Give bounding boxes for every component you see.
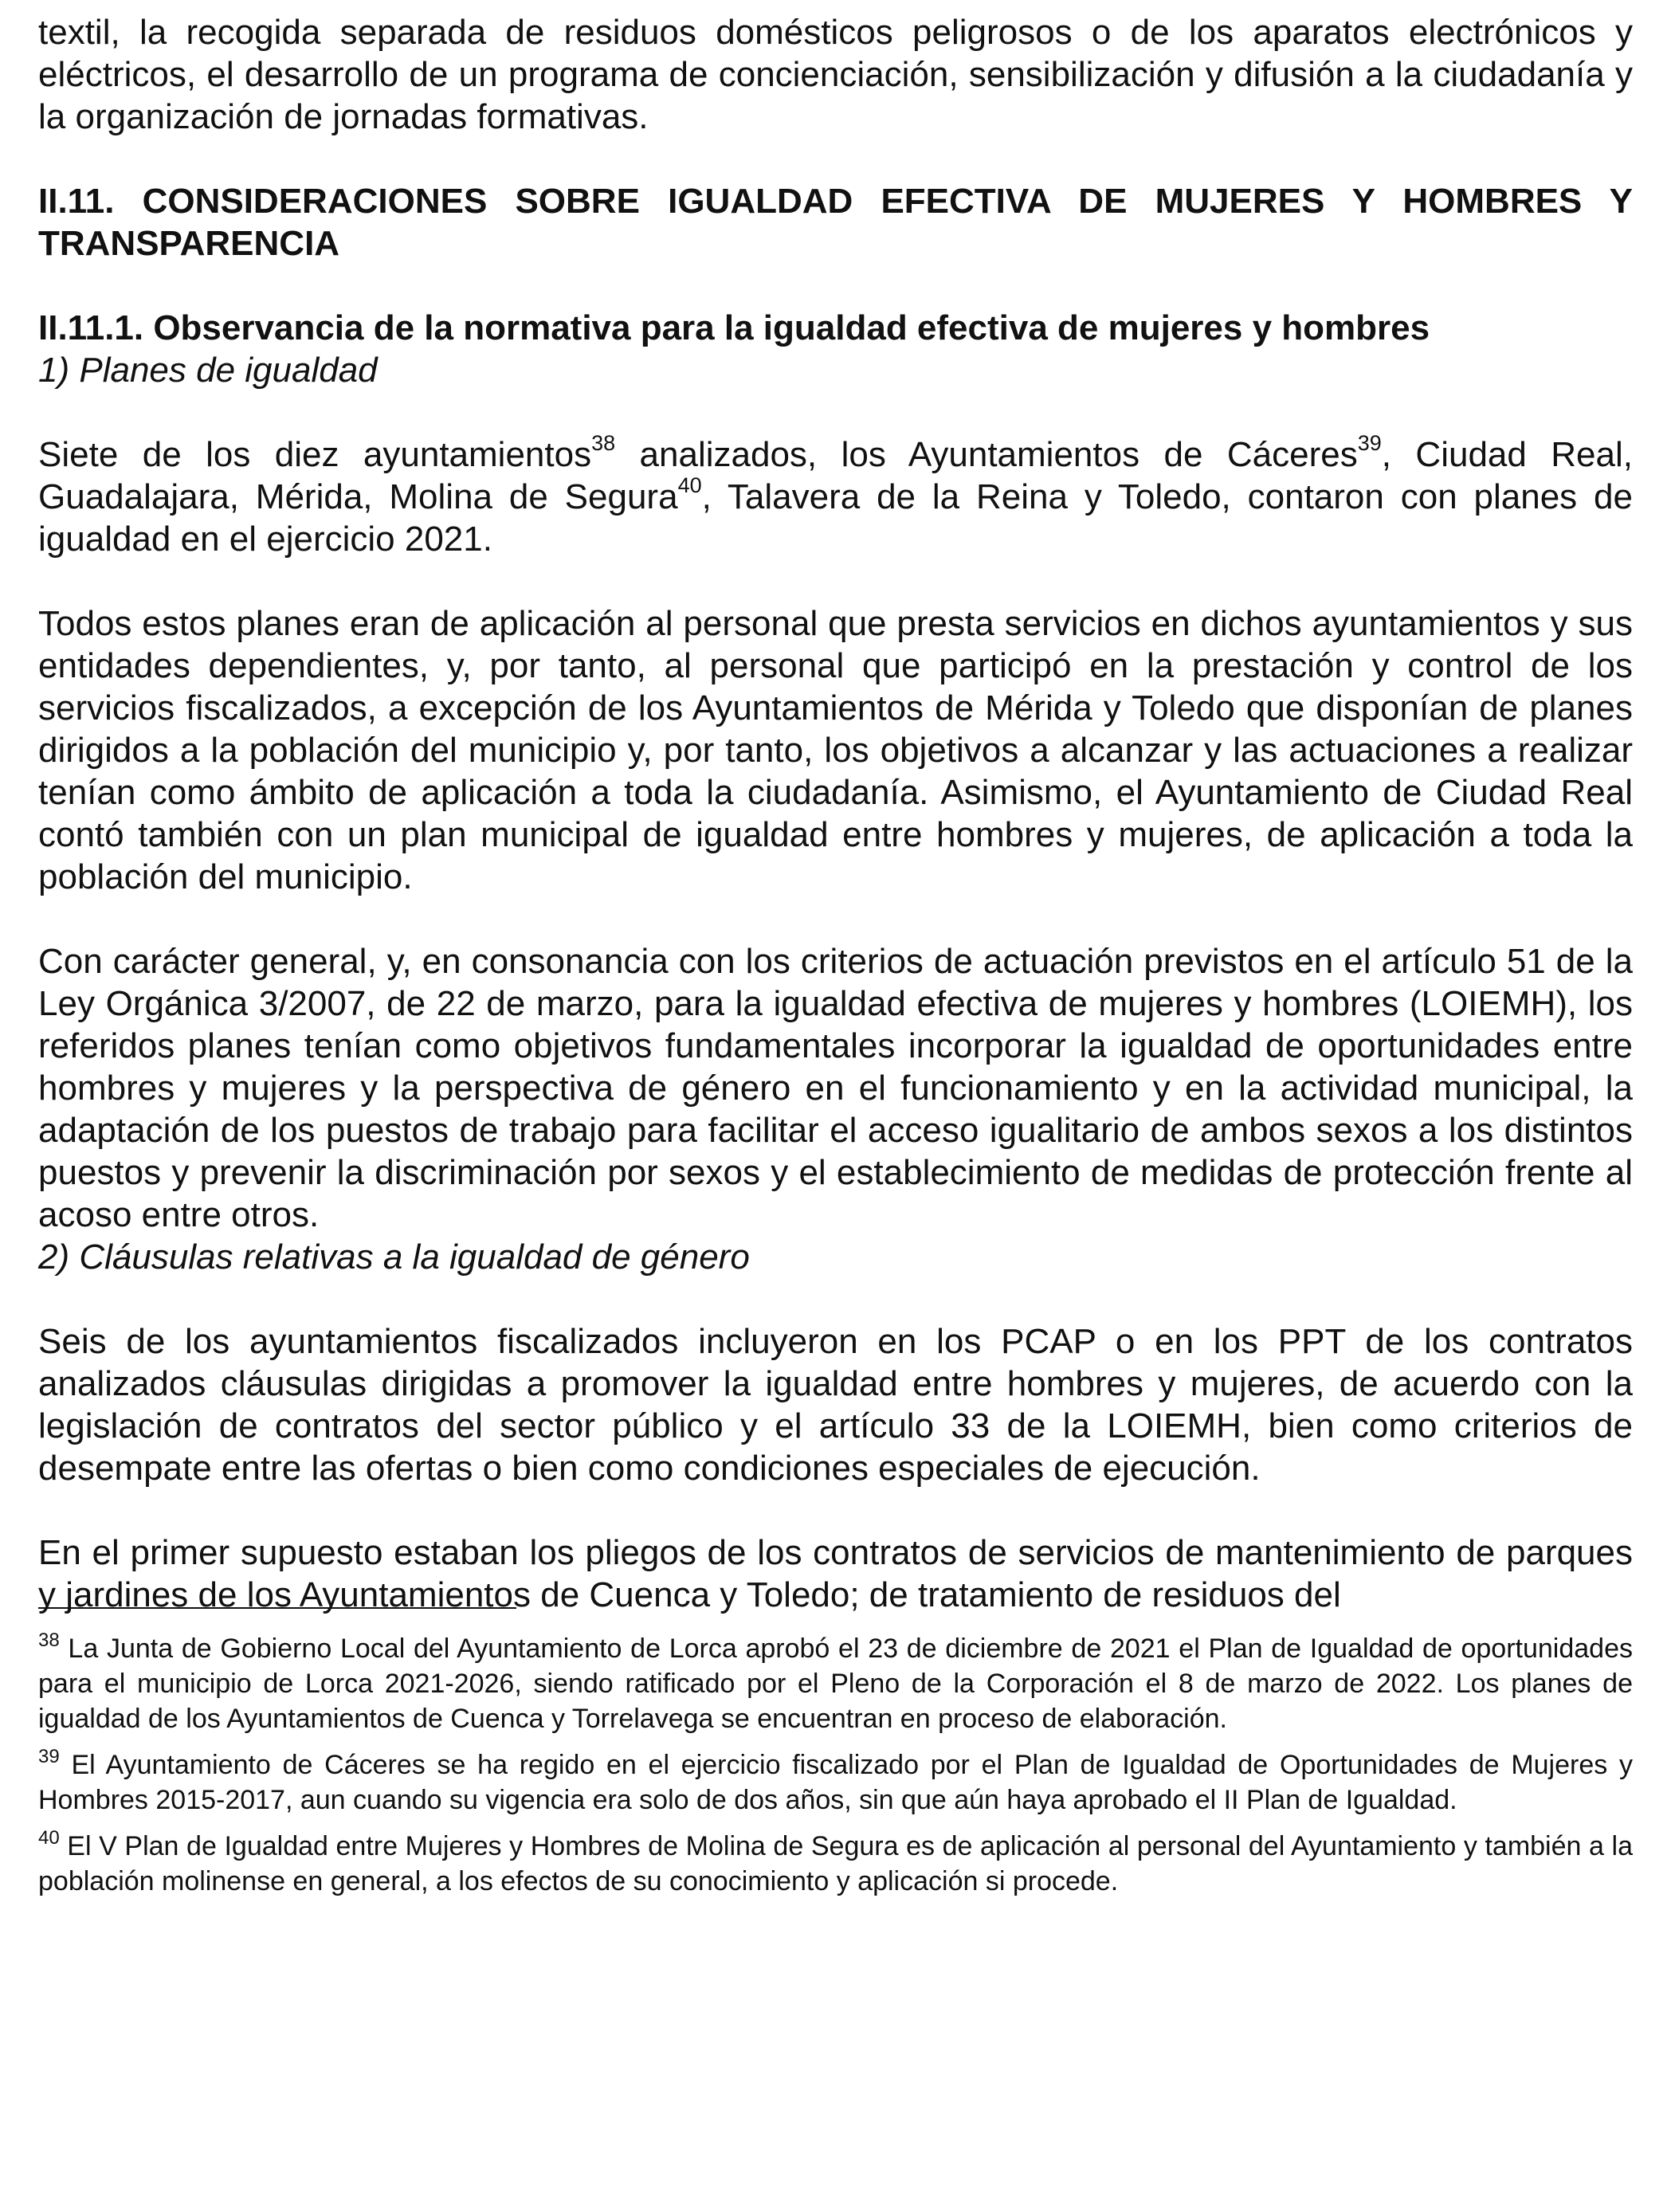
document-body <box>38 11 1633 1616</box>
paragraph-planes-1 <box>38 433 1633 560</box>
footnote-number: 38 <box>38 1629 60 1651</box>
footnote-number: 39 <box>38 1745 60 1767</box>
paragraph-text: , Talavera de la Reina y Toledo, contaron con planes de igualdad en el ejercicio 2021. <box>38 477 1633 559</box>
footnote-number: 40 <box>38 1826 60 1849</box>
paragraph-text: analizados, los Ayuntamientos de Cáceres <box>615 435 1358 474</box>
footnote-separator <box>38 1607 516 1609</box>
footnote-text: El Ayuntamiento de Cáceres se ha regido en el ejercicio fiscalizado por el Plan de Igualdad de Oportunidades de Mujeres y Hombres 2015-2017, aun cuando su vigencia era solo de dos años, sin que aún haya aprobado el II Plan de Igualdad. <box>38 1750 1633 1815</box>
subheading-planes-igualdad: 1) Planes de igualdad <box>38 351 378 390</box>
paragraph-text: Siete de los diez ayuntamientos <box>38 435 592 474</box>
footnote-ref-38[interactable]: 38 <box>591 431 616 456</box>
paragraph-planes-3: Con carácter general, y, en consonancia con los criterios de actuación previstos en el artículo 51 de la Ley Orgánica 3/2007, de 22 de marzo, para la igualdad efectiva de mujeres y hombres (LOIEMH), los referidos planes tenían como objetivos fundamentales incorporar la igualdad de oportunidades entre hombres y mujeres y la perspectiva de género en el funcionamiento y en la actividad municipal, la adaptación de los puestos de trabajo para facilitar el acceso igualitario de ambos sexos a los distintos puestos y prevenir la discriminación por sexos y el establecimiento de medidas de protección frente al acoso entre otros. <box>38 942 1633 1234</box>
footnote-ref-39[interactable]: 39 <box>1357 431 1382 456</box>
footnote-38 <box>38 1631 1633 1736</box>
paragraph-planes-2: Todos estos planes eran de aplicación al personal que presta servicios en dichos ayuntamientos y sus entidades dependientes, y, por tanto, al personal que participó en la prestación y control de los servicios fiscalizados, a excepción de los Ayuntamientos de Mérida y Toledo que disponían de planes dirigidos a la población del municipio y, por tanto, los objetivos a alcanzar y las actuaciones a realizar tenían como ámbito de aplicación a toda la ciudadanía. Asimismo, el Ayuntamiento de Ciudad Real contó también con un plan municipal de igualdad entre hombres y mujeres, de aplicación a toda la población del municipio. <box>38 604 1633 896</box>
paragraph-intro: textil, la recogida separada de residuos domésticos peligrosos o de los aparatos electrónicos y eléctricos, el desarrollo de un programa de concienciación, sensibilización y difusión a la ciudadanía y la organización de jornadas formativas. <box>38 13 1633 136</box>
paragraph-text: , Ciudad Real, Guadalajara, Mérida, Molina de Segura <box>38 435 1633 516</box>
subsection-heading: II.11.1. Observancia de la normativa para la igualdad efectiva de mujeres y hombres <box>38 308 1430 347</box>
section-heading: II.11. CONSIDERACIONES SOBRE IGUALDAD EFECTIVA DE MUJERES Y HOMBRES Y TRANSPARENCIA <box>38 182 1633 263</box>
footnotes <box>38 1631 1633 1899</box>
footnote-39 <box>38 1747 1633 1818</box>
subheading-clausulas: 2) Cláusulas relativas a la igualdad de género <box>38 1237 750 1277</box>
footnote-ref-40[interactable]: 40 <box>677 473 702 498</box>
footnote-text: El V Plan de Igualdad entre Mujeres y Hombres de Molina de Segura es de aplicación al personal del Ayuntamiento y también a la población molinense en general, a los efectos de su conocimiento y aplicación si procede. <box>38 1831 1633 1896</box>
footnote-40 <box>38 1826 1633 1899</box>
paragraph-clausulas-2: En el primer supuesto estaban los pliegos de los contratos de servicios de mantenimiento de parques y jardines de los Ayuntamientos de Cuenca y Toledo; de tratamiento de residuos del <box>38 1533 1633 1614</box>
paragraph-clausulas-1: Seis de los ayuntamientos fiscalizados incluyeron en los PCAP o en los PPT de los contratos analizados cláusulas dirigidas a promover la igualdad entre hombres y mujeres, de acuerdo con la legislación de contratos del sector público y el artículo 33 de la LOIEMH, bien como criterios de desempate entre las ofertas o bien como condiciones especiales de ejecución. <box>38 1322 1633 1488</box>
footnote-text: La Junta de Gobierno Local del Ayuntamiento de Lorca aprobó el 23 de diciembre de 2021 el Plan de Igualdad de oportunidades para el municipio de Lorca 2021-2026, siendo ratificado por el Pleno de la Corporación el 8 de marzo de 2022. Los planes de igualdad de los Ayuntamientos de Cuenca y Torrelavega se encuentran en proceso de elaboración. <box>38 1634 1633 1734</box>
